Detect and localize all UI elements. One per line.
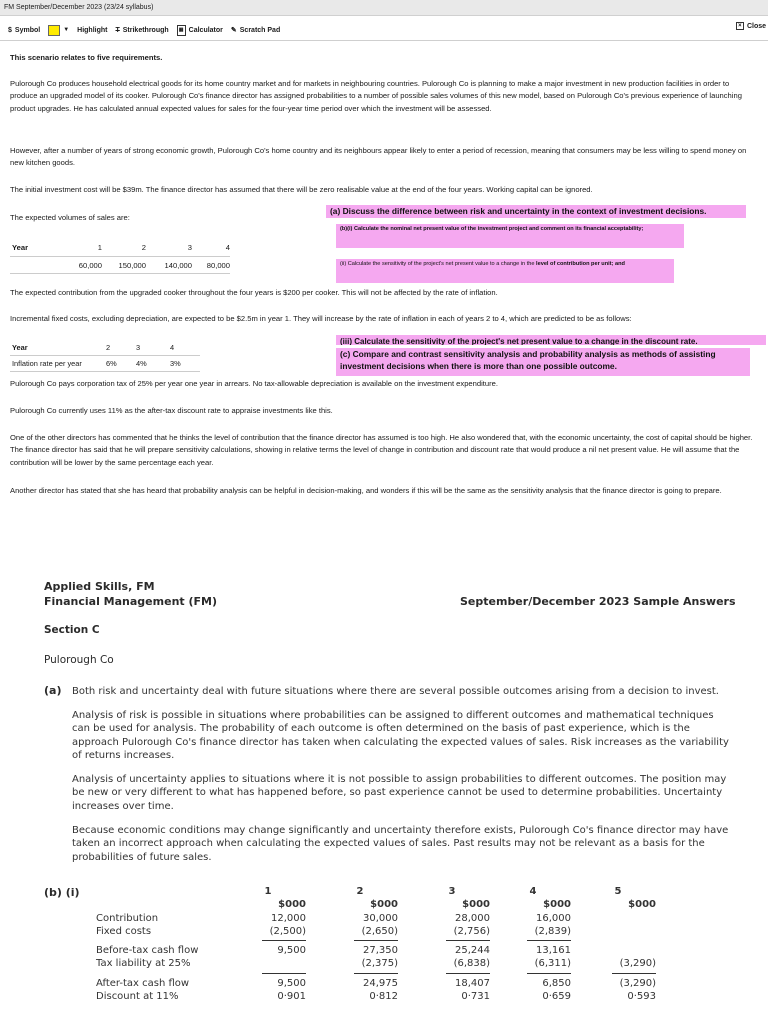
cash-flow-cell: 0·812	[369, 991, 398, 1002]
scenario-paragraph: Another director has stated that she has heard that probability analysis can be helpful in decision-making, and wonders if this will be the same as the sensitivity analysis that the finance director is going to prepare.	[10, 486, 722, 495]
cash-flow-cell: 0·901	[277, 991, 306, 1002]
cash-flow-cell: 18,407	[455, 978, 490, 989]
answer-paragraph: Analysis of risk is possible in situations where probabilities can be assigned to different outcomes and mathematical techniques can be used for analysis. The probability of each outcome is often determined on the basis of past experience, which is the approach Pulorough Co's finance director has taken when calculating the expected values of sales. Risk increases as the variability of returns increases.	[72, 710, 729, 761]
cash-flow-row-label: Before-tax cash flow	[96, 945, 199, 956]
scenario-paragraph: The expected volumes of sales are:	[10, 213, 130, 222]
answer-a-label: (a)	[44, 684, 62, 697]
close-label: Close	[746, 22, 766, 30]
table-cell: 2	[104, 340, 134, 356]
table-rule	[354, 940, 398, 941]
table-cell: 60,000	[60, 257, 102, 274]
table-rule	[527, 973, 571, 974]
column-year: 4	[529, 886, 537, 897]
cash-flow-cell: (6,311)	[534, 958, 571, 969]
symbol-label: Symbol	[14, 26, 41, 34]
cash-flow-cell: (2,500)	[269, 926, 306, 937]
calculator-button[interactable]	[177, 25, 223, 36]
cash-flow-cell: 12,000	[271, 913, 306, 924]
scenario-paragraph: Incremental fixed costs, excluding depreciation, are expected to be $2.5m in year 1. They will increase by the rate of inflation in each of years 2 to 4, which are predicted to be as follows:	[10, 314, 632, 323]
cash-flow-cell: 27,350	[363, 945, 398, 956]
scratch-pad-label: Scratch Pad	[239, 26, 281, 34]
table-rule	[612, 973, 656, 974]
close-button[interactable]	[736, 22, 766, 30]
table-cell: 4	[192, 238, 230, 257]
cash-flow-cell: 13,161	[536, 945, 571, 956]
scenario-paragraph: However, after a number of years of strong economic growth, Pulorough Co's home country and its neighbours appear likely to enter a period of recession, meaning that consumers may be less willing to spend money on new kitchen goods.	[10, 146, 747, 168]
table-cell: 1	[60, 238, 102, 257]
answer-paragraph: Because economic conditions may change significantly and uncertainty therefore exists, Pulorough Co's finance director may have taken an incorrect approach when calculating the expected values of sales. Past results may not be relevant as a basis for the probabilities of future sales.	[72, 825, 729, 863]
table-cell: 2	[102, 238, 146, 257]
highlight-label: Highlight	[77, 26, 108, 34]
answers-company: Pulorough Co	[44, 654, 114, 666]
table-cell: 3	[146, 238, 192, 257]
cash-flow-cell: (2,375)	[361, 958, 398, 969]
table-cell: 4%	[134, 356, 168, 372]
cash-flow-row-label: After-tax cash flow	[96, 978, 190, 989]
strikethrough-label: Strikethrough	[122, 26, 169, 34]
table-cell: 3%	[168, 356, 200, 372]
table-rule	[446, 973, 490, 974]
strikethrough-icon: T	[115, 26, 120, 34]
answers-header-subject: Applied Skills, FM	[44, 580, 155, 593]
toolbar	[0, 22, 768, 38]
requirement-b-ii-text: (ii) Calculate the sensitivity of the project's net present value to a change in the	[340, 261, 535, 267]
table-cell: Year	[10, 238, 60, 257]
calculator-label: Calculator	[188, 26, 223, 34]
pencil-icon: ✎	[230, 27, 237, 34]
answers-section: Section C	[44, 624, 100, 636]
table-cell: 140,000	[146, 257, 192, 274]
table-rule	[262, 940, 306, 941]
scenario-paragraph: One of the other directors has commented that he thinks the level of contribution that the finance director has assumed is too high. He also wondered that, with the economic uncertainty, the cost of capital should be higher. The finance director has said that he will prepare sensitivity calculations, showing in relative terms the level of change in contribution and discount rate that would produce a nil net present value. He will assume that the contribution will be lower by the same percentage each year.	[10, 433, 753, 467]
highlight-color-picker[interactable]	[48, 25, 69, 36]
table-cell: 3	[134, 340, 168, 356]
table-row	[10, 356, 200, 372]
highlight-button[interactable]	[77, 27, 107, 34]
table-cell: 6%	[104, 356, 134, 372]
scenario-intro: This scenario relates to five requirements.	[10, 53, 163, 62]
cash-flow-cell: (2,839)	[534, 926, 571, 937]
dollar-icon: $	[8, 26, 12, 34]
column-unit: $000	[628, 899, 656, 910]
symbol-button[interactable]	[8, 27, 40, 34]
cash-flow-cell: 25,244	[455, 945, 490, 956]
cash-flow-cell: 9,500	[277, 945, 306, 956]
cash-flow-cell: 0·593	[627, 991, 656, 1002]
column-unit: $000	[462, 899, 490, 910]
table-row	[10, 257, 230, 274]
table-cell: Inflation rate per year	[10, 356, 104, 372]
cash-flow-cell: (2,650)	[361, 926, 398, 937]
requirement-b-ii-bold: level of contribution per unit; and	[536, 261, 625, 267]
inflation-table	[10, 340, 200, 372]
table-rule	[262, 973, 306, 974]
table-cell: 80,000	[192, 257, 230, 274]
cash-flow-table	[96, 886, 716, 1026]
cash-flow-row-label: Discount at 11%	[96, 991, 179, 1002]
sales-volume-table	[10, 238, 230, 274]
answer-paragraph: Both risk and uncertainty deal with future situations where there are several possible outcomes arising from a decision to invest.	[72, 686, 719, 697]
cash-flow-cell: (6,838)	[453, 958, 490, 969]
requirement-b-ii-highlight[interactable]	[336, 259, 674, 283]
window-title-bar	[0, 0, 768, 16]
requirement-b-iii-highlight[interactable]: (iii) Calculate the sensitivity of the project's net present value to a change in the discount rate.	[336, 335, 766, 345]
column-unit: $000	[278, 899, 306, 910]
cash-flow-row-label: Fixed costs	[96, 926, 152, 937]
table-cell: 4	[168, 340, 200, 356]
column-year: 5	[614, 886, 622, 897]
requirement-a-highlight[interactable]: (a) Discuss the difference between risk and uncertainty in the context of investment decisions.	[326, 205, 746, 218]
calculator-icon: ▦	[177, 25, 186, 36]
table-cell: 150,000	[102, 257, 146, 274]
answer-paragraph: Analysis of uncertainty applies to situations where it is not possible to assign probabilities to different outcomes. The position may be new or very different to what has happened before, so past experience cannot be used to determine probabilities. Uncertainty increases over time.	[72, 774, 727, 812]
chevron-down-icon[interactable]: ▼	[63, 27, 70, 33]
scenario-paragraph: Pulorough Co produces household electrical goods for its home country market and for markets in neighbouring countries. Pulorough Co is planning to make a major investment in new production facilities in order to produce an upgraded model of its cooker. Pulorough Co's finance director has assigned probabilities to a number of possible sales volumes of this new model, based on Pulorough Co's previous experience of launching product upgrades. He has calculated annual expected values for sales for the four-year time period over which the investment will be assessed.	[10, 79, 742, 113]
toolbar-divider	[0, 40, 768, 41]
answers-header-title: Financial Management (FM)	[44, 595, 217, 608]
table-rule	[354, 973, 398, 974]
cash-flow-cell: 24,975	[363, 978, 398, 989]
scenario-paragraph: The initial investment cost will be $39m. The finance director has assumed that there will be zero realisable value at the end of the four years. Working capital can be ignored.	[10, 185, 593, 194]
table-row	[10, 340, 200, 356]
table-rule	[446, 940, 490, 941]
answer-b-label: (b) (i)	[44, 886, 80, 899]
table-row	[10, 238, 230, 257]
table-rule	[527, 940, 571, 941]
requirement-c-highlight[interactable]: (c) Compare and contrast sensitivity analysis and probability analysis as methods of assisting investment decisions when there is more than one possible outcome.	[336, 348, 750, 376]
window-title: FM September/December 2023 (23/24 syllabus)	[4, 4, 154, 11]
answers-header-date: September/December 2023 Sample Answers	[460, 595, 736, 608]
cash-flow-cell: 16,000	[536, 913, 571, 924]
column-year: 2	[356, 886, 364, 897]
cash-flow-cell: 28,000	[455, 913, 490, 924]
scratch-pad-button[interactable]	[231, 26, 280, 34]
column-unit: $000	[543, 899, 571, 910]
scenario-paragraph: The expected contribution from the upgraded cooker throughout the four years is $200 per cooker. This will not be affected by the rate of inflation.	[10, 288, 498, 297]
requirement-b-i-highlight[interactable]: (b)(i) Calculate the nominal net present value of the investment project and comment on its financial acceptability;	[336, 224, 684, 248]
cash-flow-cell: 0·731	[461, 991, 490, 1002]
highlight-color-swatch[interactable]	[48, 25, 60, 36]
cash-flow-row-label: Tax liability at 25%	[96, 958, 191, 969]
column-year: 1	[264, 886, 272, 897]
column-year: 3	[448, 886, 456, 897]
cash-flow-cell: (2,756)	[453, 926, 490, 937]
cash-flow-row-label: Contribution	[96, 913, 159, 924]
scenario-paragraph: Pulorough Co pays corporation tax of 25% per year one year in arrears. No tax-allowable depreciation is available on the investment expenditure.	[10, 379, 498, 388]
cash-flow-cell: (3,290)	[619, 958, 656, 969]
cash-flow-cell: 0·659	[542, 991, 571, 1002]
cash-flow-cell: 6,850	[542, 978, 571, 989]
table-cell	[10, 257, 60, 274]
cash-flow-cell: 30,000	[363, 913, 398, 924]
close-icon: ×	[736, 22, 744, 30]
scenario-paragraph: Pulorough Co currently uses 11% as the after-tax discount rate to appraise investments like this.	[10, 406, 333, 415]
sample-answers-page	[0, 570, 768, 1024]
strikethrough-button[interactable]	[115, 27, 168, 34]
cash-flow-cell: 9,500	[277, 978, 306, 989]
table-cell: Year	[10, 340, 104, 356]
column-unit: $000	[370, 899, 398, 910]
cash-flow-cell: (3,290)	[619, 978, 656, 989]
